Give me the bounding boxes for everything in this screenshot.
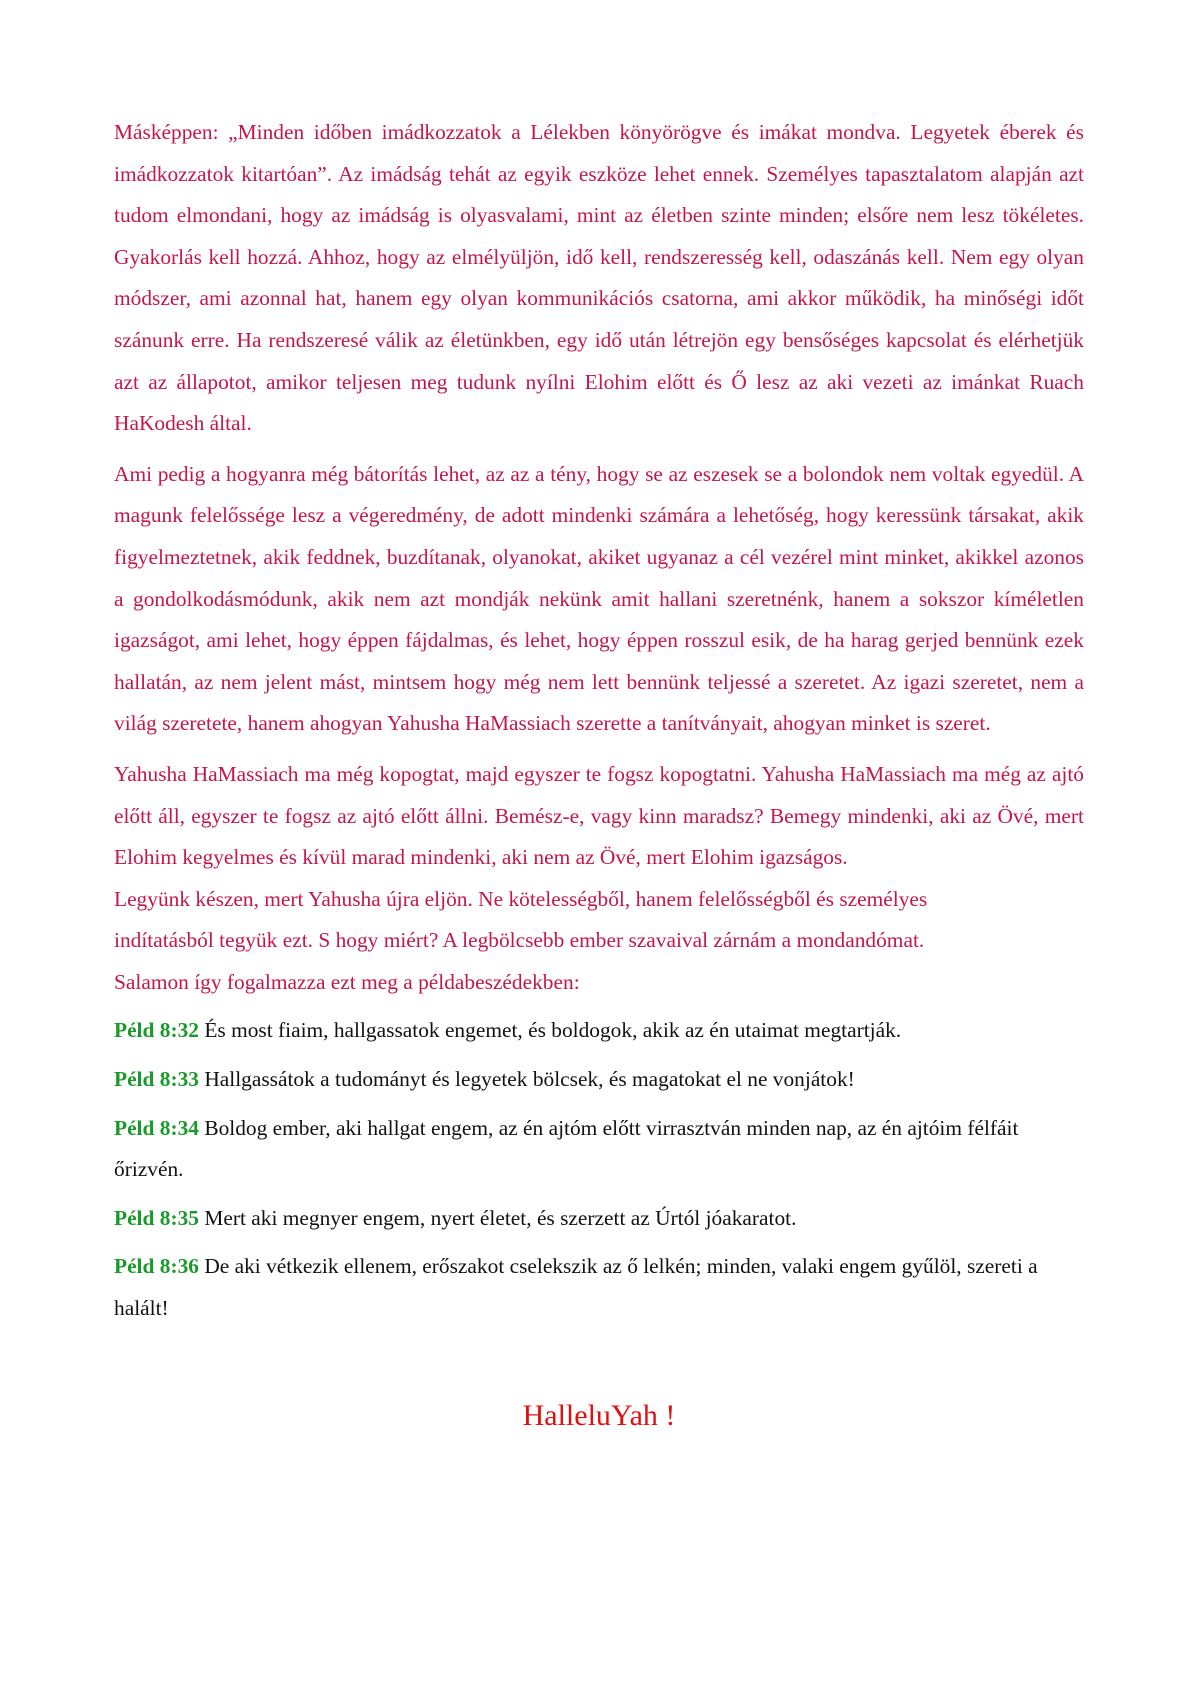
verse-reference: Péld 8:36	[114, 1254, 199, 1279]
verse-reference: Péld 8:33	[114, 1067, 199, 1092]
verse-list	[114, 1010, 1084, 1329]
verse-reference: Péld 8:34	[114, 1115, 199, 1140]
verse-item	[114, 1059, 1084, 1101]
closing-hallelujah: HalleluYah !	[522, 1398, 676, 1432]
closing-lines	[114, 879, 1084, 1004]
verse-item	[114, 1010, 1084, 1052]
closing-line: indítatásból tegyük ezt. S hogy miért? A legbölcsebb ember szavaival zárnám a mondandómat.	[114, 928, 925, 953]
verse-item	[114, 1198, 1084, 1240]
verse-text: De aki vétkezik ellenem, erőszakot cselekszik az ő lelkén; minden, valaki engem gyűlöl, szereti a halált!	[114, 1254, 1038, 1321]
verse-item	[114, 1246, 1084, 1329]
paragraph-knocking: Yahusha HaMassiach ma még kopogtat, majd egyszer te fogsz kopogtatni. Yahusha HaMassiach ma még az ajtó előtt áll, egyszer te fogsz az ajtó előtt állni. Bemész-e, vagy kinn maradsz? Bemegy mindenki, aki az Övé, mert Elohim kegyelmes és kívül marad mindenki, aki nem az Övé, mert Elohim igazságos.	[114, 761, 1084, 870]
verse-reference: Péld 8:32	[114, 1018, 199, 1043]
verse-text: Boldog ember, aki hallgat engem, az én ajtóm előtt virrasztván minden nap, az én ajtóim félfáit őrizvén.	[114, 1115, 1019, 1182]
closing-line: Salamon így fogalmazza ezt meg a példabeszédekben:	[114, 969, 580, 994]
verse-text: Mert aki megnyer engem, nyert életet, és szerzett az Úrtól jóakaratot.	[204, 1205, 797, 1230]
verse-reference: Péld 8:35	[114, 1205, 199, 1230]
verse-text: És most fiaim, hallgassatok engemet, és boldogok, akik az én utaimat megtartják.	[204, 1018, 902, 1043]
paragraph-prayer: Másképpen: „Minden időben imádkozzatok a Lélekben könyörögve és imákat mondva. Legyetek éberek és imádkozzatok kitartóan”. Az imádság tehát az egyik eszköze lehet ennek. Személyes tapasztalatom alapján azt tudom elmondani, hogy az imádság is olyasvalami, mint az életben szinte minden; elsőre nem lesz tökéletes. Gyakorlás kell hozzá. Ahhoz, hogy az elmélyüljön, idő kell, rendszeresség kell, odaszánás kell. Nem egy olyan módszer, ami azonnal hat, hanem egy olyan kommunikációs csatorna, ami akkor működik, ha minőségi időt szánunk erre. Ha rendszeresé válik az életünkben, egy idő után létrejön egy bensőséges kapcsolat és elérhetjük azt az állapotot, amikor teljesen meg tudunk nyílni Elohim előtt és Ő lesz az aki vezeti az imánkat Ruach HaKodesh által.	[114, 120, 1084, 436]
paragraph-companions: Ami pedig a hogyanra még bátorítás lehet, az az a tény, hogy se az eszesek se a bolondok nem voltak egyedül. A magunk felelőssége lesz a végeredmény, de adott mindenki számára a lehetőség, hogy keressünk társakat, akik figyelmeztetnek, akik feddnek, buzdítanak, olyanokat, akiket ugyanaz a cél vezérel mint minket, akikkel azonos a gondolkodásmódunk, akik nem azt mondják nekünk amit hallani szeretnénk, hanem a sokszor kíméletlen igazságot, ami lehet, hogy éppen fájdalmas, és lehet, hogy éppen rosszul esik, de ha harag gerjed bennünk ezek hallatán, az nem jelent mást, mintsem hogy még nem lett bennünk teljessé a szeretet. Az igazi szeretet, nem a világ szeretete, hanem ahogyan Yahusha HaMassiach szerette a tanítványait, ahogyan minket is szeret.	[114, 461, 1084, 736]
verse-text: Hallgassátok a tudományt és legyetek bölcsek, és magatokat el ne vonjátok!	[204, 1067, 855, 1092]
closing-line: Legyünk készen, mert Yahusha újra eljön. Ne kötelességből, hanem felelősségből és személyes	[114, 886, 928, 911]
verse-item	[114, 1108, 1084, 1191]
